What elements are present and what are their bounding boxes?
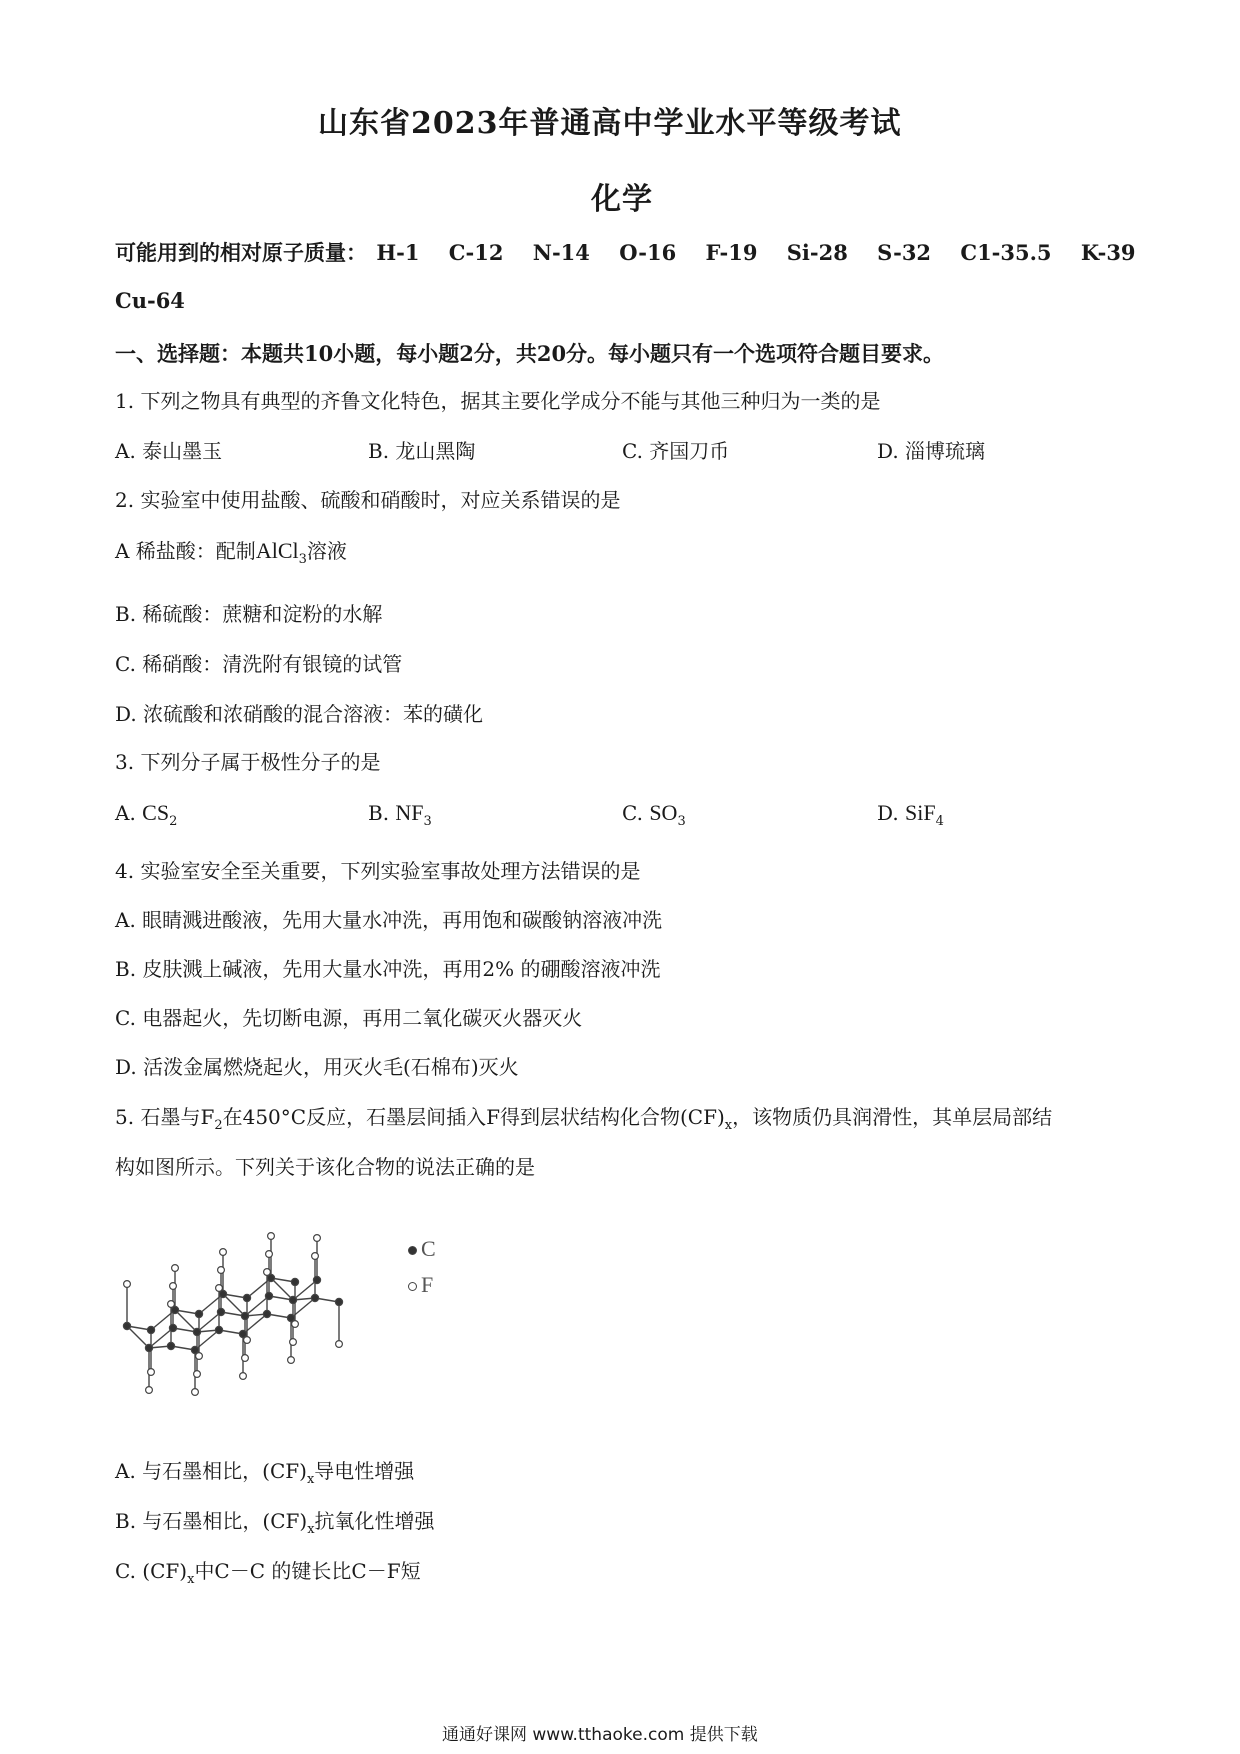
question-2-stem: 2. 实验室中使用盐酸、硫酸和硝酸时，对应关系错误的是 [115, 488, 621, 512]
atomic-mass-item: Si-28 [786, 240, 848, 265]
question-4-option-c: C. 电器起火，先切断电源，再用二氧化碳灭火器灭火 [115, 1006, 583, 1030]
fluorine-atom [172, 1265, 179, 1272]
question-3-option-d: D. SiF$_4$ [877, 800, 944, 829]
atomic-mass-item: C1-35.5 [960, 240, 1052, 265]
carbon-atom [243, 1294, 250, 1301]
carbon-atom [263, 1310, 270, 1317]
carbon-atom [335, 1298, 342, 1305]
question-1-option-d: D. 淄博琉璃 [877, 439, 986, 463]
fluorine-atom [266, 1251, 273, 1258]
question-5-stem-line2: 构如图所示。下列关于该化合物的说法正确的是 [115, 1155, 535, 1179]
carbon-atom [147, 1326, 154, 1333]
atomic-mass-item: C-12 [448, 240, 504, 265]
carbon-atom [215, 1326, 222, 1333]
carbon-atom [123, 1322, 130, 1329]
carbon-atom [267, 1274, 274, 1281]
atomic-masses-line [115, 237, 1136, 267]
question-1-option-c: C. 齐国刀币 [622, 439, 730, 463]
fluorine-atom [240, 1373, 247, 1380]
fluorine-atom [146, 1387, 153, 1394]
fluorine-atom [148, 1369, 155, 1376]
carbon-atom [291, 1278, 298, 1285]
fluorine-atom [218, 1267, 225, 1274]
formula: AlCl [255, 538, 299, 563]
atomic-mass-item: F-19 [705, 240, 758, 265]
fluorine-atom [124, 1281, 131, 1288]
fluorine-atom [314, 1235, 321, 1242]
fluorine-atom [336, 1341, 343, 1348]
question-1-stem: 1. 下列之物具有典型的齐鲁文化特色，据其主要化学成分不能与其他三种归为一类的是 [115, 389, 881, 413]
fluorine-atom [220, 1249, 227, 1256]
atomic-mass-item: H-1 [376, 240, 420, 265]
carbon-atom [217, 1308, 224, 1315]
legend-carbon: C [408, 1236, 436, 1262]
question-4-option-d: D. 活泼金属燃烧起火，用灭火毛(石棉布)灭火 [115, 1055, 519, 1079]
carbon-atom [313, 1276, 320, 1283]
carbon-atom [145, 1344, 152, 1351]
carbon-atom [219, 1290, 226, 1297]
question-5-option-c: C. $(CF)_x$中C－C 的键长比C－F短 [115, 1559, 421, 1587]
fluorine-atom [194, 1371, 201, 1378]
question-3-stem: 3. 下列分子属于极性分子的是 [115, 750, 381, 774]
carbon-atom [287, 1314, 294, 1321]
question-2-option-a: A 稀盐酸：配制AlCl$_3$溶液 [115, 538, 347, 567]
fluorine-atom [170, 1283, 177, 1290]
carbon-atom [311, 1294, 318, 1301]
question-2-option-b: B. 稀硫酸：蔗糖和淀粉的水解 [115, 602, 383, 626]
carbon-atom [193, 1328, 200, 1335]
carbon-atom [171, 1306, 178, 1313]
carbon-atom [239, 1330, 246, 1337]
atomic-masses-label: 可能用到的相对原子质量： [115, 240, 367, 265]
fluorine-atom [288, 1357, 295, 1364]
atomic-mass-item: S-32 [877, 240, 932, 265]
carbon-atom [169, 1324, 176, 1331]
question-1-option-a: A. 泰山墨玉 [115, 439, 223, 463]
question-4-option-b: B. 皮肤溅上碱液，先用大量水冲洗，再用2% 的硼酸溶液冲洗 [115, 957, 661, 981]
question-4-option-a: A. 眼睛溅进酸液，先用大量水冲洗，再用饱和碳酸钠溶液冲洗 [115, 908, 663, 932]
carbon-atom [265, 1292, 272, 1299]
question-5-option-a: A. 与石墨相比，$(CF)_x$导电性增强 [115, 1459, 415, 1487]
question-1-option-b: B. 龙山黑陶 [368, 439, 476, 463]
atomic-mass-item: Cu-64 [115, 288, 185, 313]
fluorine-atom [242, 1355, 249, 1362]
carbon-atom [241, 1312, 248, 1319]
exam-title: 山东省2023年普通高中学业水平等级考试 [318, 106, 902, 141]
fluorine-atom [290, 1339, 297, 1346]
carbon-atom [289, 1296, 296, 1303]
carbon-atom [167, 1342, 174, 1349]
figure-legend [408, 1236, 436, 1298]
fluorine-atom [192, 1389, 199, 1396]
legend-fluorine: F [408, 1272, 436, 1298]
question-4-stem: 4. 实验室安全至关重要，下列实验室事故处理方法错误的是 [115, 859, 641, 883]
carbon-atom [191, 1346, 198, 1353]
question-2-option-c: C. 稀硝酸：清洗附有银镜的试管 [115, 652, 403, 676]
question-3-option-a: A. $CS_2$ [115, 800, 178, 829]
question-3-option-b: B. $NF_3$ [368, 800, 432, 829]
atomic-mass-item: N-14 [532, 240, 590, 265]
fluorine-dot-icon [408, 1282, 417, 1291]
footer-download-note: 通通好课网 www.tthaoke.com 提供下载 [442, 1725, 758, 1745]
carbon-atom [195, 1310, 202, 1317]
cf-layer-structure-figure [115, 1202, 455, 1422]
question-5-option-b: B. 与石墨相比，$(CF)_x$抗氧化性增强 [115, 1509, 435, 1537]
atomic-mass-item: O-16 [619, 240, 677, 265]
carbon-dot-icon [408, 1246, 417, 1255]
section-heading: 一、选择题：本题共10小题，每小题2分，共20分。每小题只有一个选项符合题目要求。 [115, 341, 945, 366]
question-3-option-c: C. $SO_3$ [622, 800, 686, 829]
question-2-option-d: D. 浓硫酸和浓硝酸的混合溶液：苯的磺化 [115, 702, 484, 726]
atomic-mass-item: K-39 [1080, 240, 1136, 265]
subject-title: 化学 [591, 182, 653, 217]
fluorine-atom [312, 1253, 319, 1260]
question-5-stem: 5. 石墨与$F_2$在450°C反应，石墨层间插入F得到层状结构化合物$(CF)_x$，该物质仍具润滑性，其单层局部结 [115, 1105, 1053, 1133]
fluorine-atom [268, 1233, 275, 1240]
